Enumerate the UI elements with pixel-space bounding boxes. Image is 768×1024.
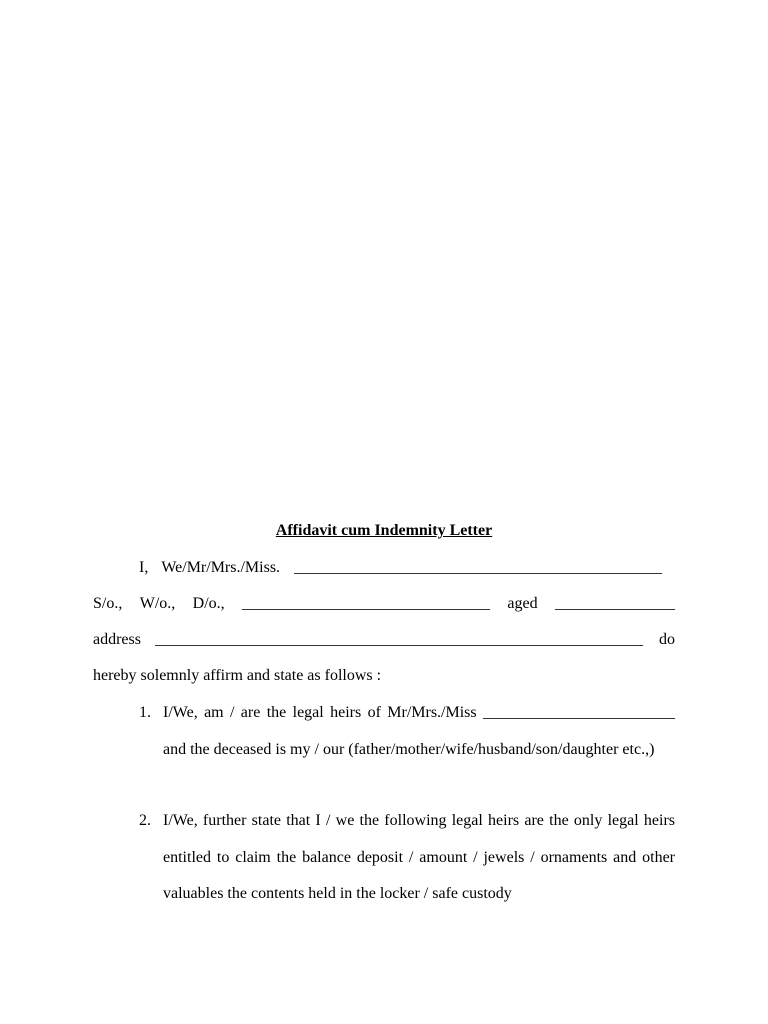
list-number: 1. <box>139 704 151 721</box>
salutation-options: We/Mr/Mrs./Miss. <box>161 559 281 576</box>
son-of-label: S/o., <box>93 595 123 612</box>
list-item-text: I/We, further state that I / we the following legal heirs are the only legal heirs entitled to claim the balance deposit / amount / jewels / ornaments and other valuables the contents held in the locker / safe custody <box>163 812 675 902</box>
do-word: do <box>659 631 675 648</box>
relation-name-blank[interactable]: _______________________________ <box>242 595 491 612</box>
list-item-text: I/We, am / are the legal heirs of Mr/Mrs./Miss ________________________ and the deceased is my / our (father/mother/wife/husband/son/daughter etc.,) <box>163 704 675 758</box>
affirm-text: hereby solemnly affirm and state as follows : <box>93 667 382 684</box>
relation-age-line <box>93 593 675 615</box>
declarant-name-line <box>139 557 675 579</box>
document-title: Affidavit cum Indemnity Letter <box>275 522 493 539</box>
list-number: 2. <box>139 812 151 829</box>
age-blank[interactable]: _______________ <box>554 595 675 612</box>
wife-of-label: W/o., <box>139 595 176 612</box>
daughter-of-label: D/o., <box>192 595 225 612</box>
name-blank[interactable]: ______________________________________________ <box>294 559 663 576</box>
address-line <box>93 629 675 651</box>
address-blank[interactable]: _____________________________________________________________ <box>154 631 643 648</box>
affirm-statement <box>93 665 675 687</box>
aged-label: aged <box>507 595 538 612</box>
address-label: address <box>93 631 141 648</box>
pronoun-i: I, <box>139 559 149 576</box>
